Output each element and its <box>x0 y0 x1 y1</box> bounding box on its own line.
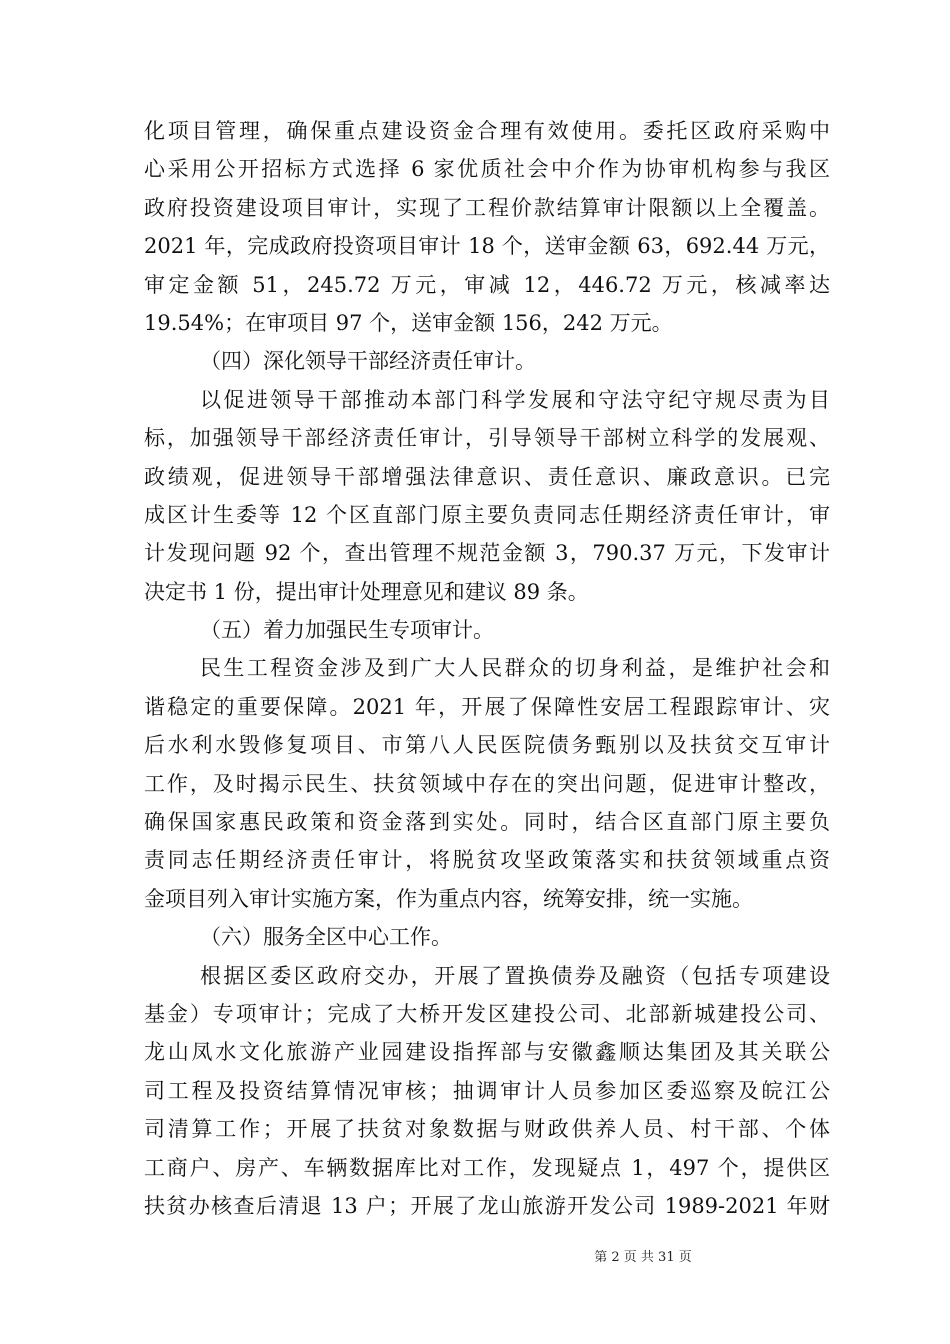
text-line: 成区计生委等 12 个区直部门原主要负责同志任期经济责任审计，审 <box>144 502 830 527</box>
text-line: 心采用公开招标方式选择 6 家优质社会中介作为协审机构参与我区 <box>144 157 830 182</box>
text-line: 政府投资建设项目审计，实现了工程价款结算审计限额以上全覆盖。 <box>144 195 830 220</box>
text-line: 责同志任期经济责任审计，将脱贫攻坚政策落实和扶贫领域重点资 <box>144 848 830 873</box>
text-line: 工商户、房产、车辆数据库比对工作，发现疑点 1，497 个，提供区 <box>144 1155 830 1180</box>
section-heading-5: （五）着力加强民生专项审计。 <box>200 618 494 643</box>
text-line: 19.54%；在审项目 97 个，送审金额 156，242 万元。 <box>144 310 673 335</box>
text-line: 龙山凤水文化旅游产业园建设指挥部与安徽鑫顺达集团及其关联公 <box>144 1040 830 1065</box>
text-line: 扶贫办核查后清退 13 户；开展了龙山旅游开发公司 1989-2021 年财 <box>144 1193 830 1218</box>
text-line: 司工程及投资结算情况审核；抽调审计人员参加区委巡察及皖江公 <box>144 1078 830 1103</box>
text-line: 2021 年，完成政府投资项目审计 18 个，送审金额 63，692.44 万元， <box>144 234 830 259</box>
text-line: 民生工程资金涉及到广大人民群众的切身利益，是维护社会和 <box>200 656 830 681</box>
text-line: 政绩观，促进领导干部增强法律意识、责任意识、廉政意识。已完 <box>144 464 830 489</box>
text-line: 计发现问题 92 个，查出管理不规范金额 3，790.37 万元，下发审计 <box>144 541 830 566</box>
text-line: 审定金额 51，245.72 万元，审减 12，446.72 万元，核减率达 <box>144 272 830 297</box>
section-heading-4: （四）深化领导干部经济责任审计。 <box>200 349 536 374</box>
text-line: 化项目管理，确保重点建设资金合理有效使用。委托区政府采购中 <box>144 119 830 143</box>
text-line: 以促进领导干部推动本部门科学发展和守法守纪守规尽责为目 <box>200 387 830 412</box>
page-number: 第 2 页 共 31 页 <box>594 1250 692 1265</box>
text-line: 金项目列入审计实施方案，作为重点内容，统筹安排，统一实施。 <box>144 886 753 911</box>
text-line: 基金）专项审计；完成了大桥开发区建投公司、北部新城建投公司、 <box>144 1001 830 1026</box>
text-line: 标，加强领导干部经济责任审计，引导领导干部树立科学的发展观、 <box>144 426 830 451</box>
text-line: 工作，及时揭示民生、扶贫领域中存在的突出问题，促进审计整改， <box>144 771 830 796</box>
text-line: 谐稳定的重要保障。2021 年，开展了保障性安居工程跟踪审计、灾 <box>144 694 830 719</box>
text-line: 根据区委区政府交办，开展了置换债券及融资（包括专项建设 <box>200 963 830 988</box>
text-line: 后水利水毁修复项目、市第八人民医院债务甄别以及扶贫交互审计 <box>144 733 830 758</box>
text-line: 司清算工作；开展了扶贫对象数据与财政供养人员、村干部、个体 <box>144 1117 830 1142</box>
document-body <box>144 112 830 1225</box>
text-line: 决定书 1 份，提出审计处理意见和建议 89 条。 <box>144 579 589 604</box>
section-heading-6: （六）服务全区中心工作。 <box>200 925 452 950</box>
text-line: 确保国家惠民政策和资金落到实处。同时，结合区直部门原主要负 <box>144 810 830 835</box>
